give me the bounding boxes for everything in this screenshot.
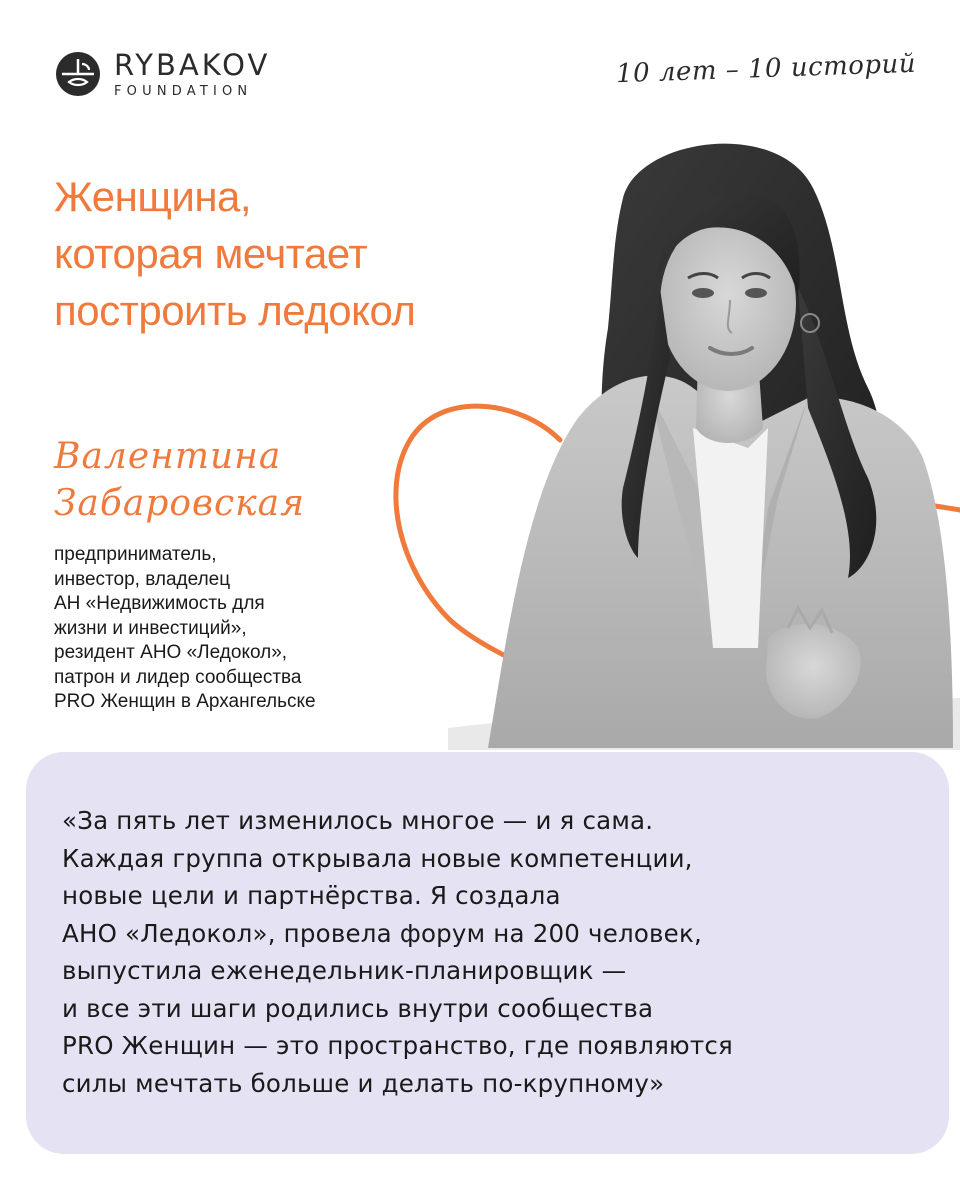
quote-line: выпустила еженедельник-планировщик —	[62, 956, 627, 985]
quote-line: АНО «Ледокол», провела форум на 200 человек,	[62, 918, 702, 948]
headline-line: построить ледокол	[54, 287, 416, 334]
rybakov-logo-icon	[54, 50, 102, 98]
brand-name: RYBAKOV	[114, 47, 271, 82]
brand-subtitle: FOUNDATION	[114, 83, 253, 99]
quote-text	[62, 802, 922, 1102]
brand-logo	[54, 47, 271, 99]
bio-line: предприниматель,	[54, 544, 217, 565]
person-name	[54, 433, 384, 527]
tagline: 10 лет – 10 историй	[615, 48, 917, 90]
headline-line: которая мечтает	[54, 230, 368, 277]
quote-line: PRO Женщин — это пространство, где появляются	[62, 1031, 733, 1060]
quote-line: «За пять лет изменилось многое — и я сама.	[62, 806, 654, 835]
bio-line: PRO Женщин в Архангельске	[54, 691, 316, 712]
quote-card	[26, 752, 949, 1154]
bio-line: жизни и инвестиций»,	[54, 617, 247, 639]
bio-line: АН «Недвижимость для	[54, 593, 265, 614]
portrait-photo	[448, 128, 960, 750]
quote-line: новые цели и партнёрства. Я создала	[62, 881, 561, 910]
bio-line: инвестор, владелец	[54, 568, 231, 590]
person-first-name: Валентина	[54, 436, 282, 477]
quote-line: Каждая группа открывала новые компетенции,	[62, 843, 693, 873]
bio-line: резидент АНО «Ледокол»,	[54, 642, 288, 663]
person-last-name: Забаровская	[54, 483, 305, 524]
quote-line: и все эти шаги родились внутри сообщества	[62, 993, 654, 1023]
quote-line: силы мечтать больше и делать по-крупному»	[62, 1068, 665, 1098]
person-bio	[54, 543, 404, 715]
headline-line: Женщина,	[54, 173, 252, 220]
bio-line: патрон и лидер сообщества	[54, 666, 302, 688]
